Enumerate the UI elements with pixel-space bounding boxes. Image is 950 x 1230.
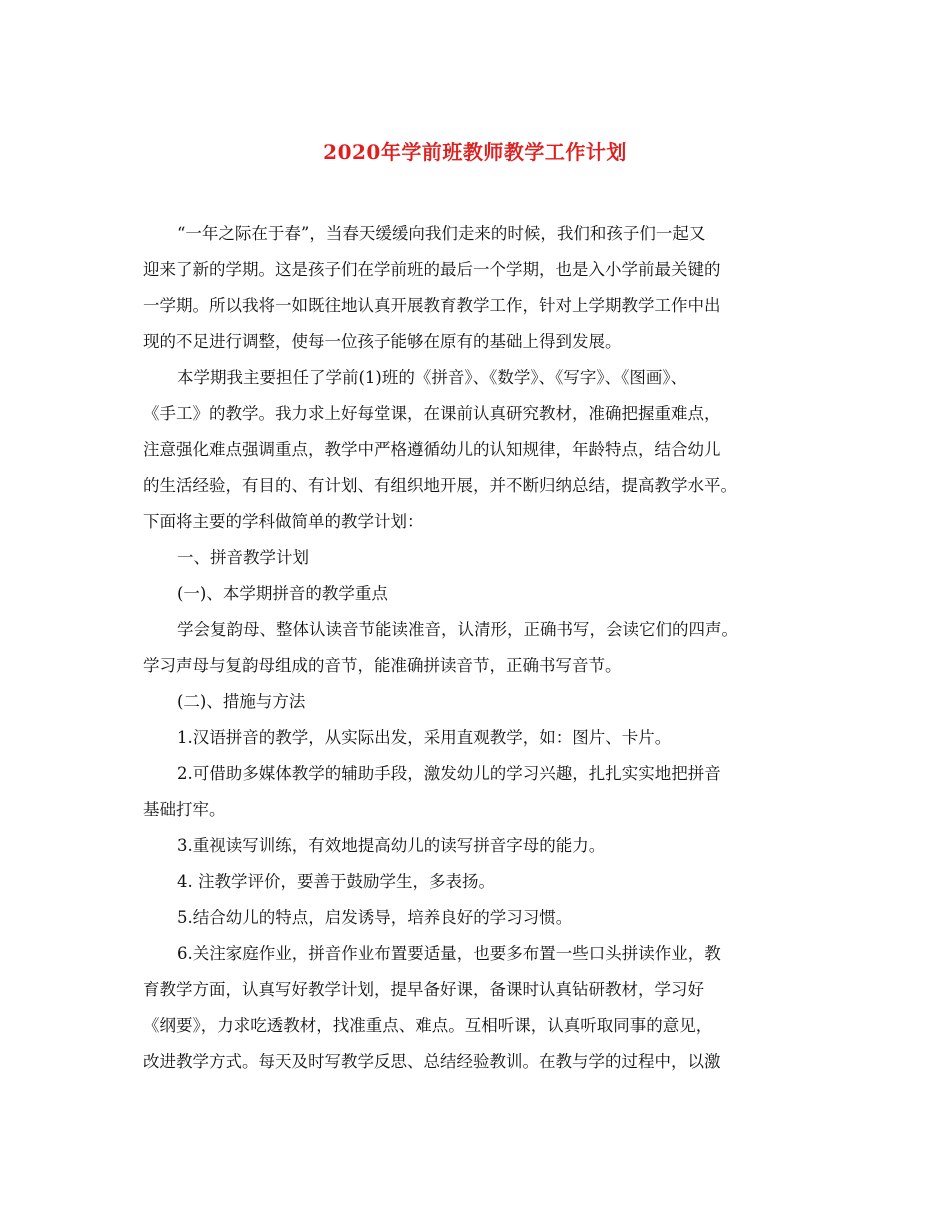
- list-item: 2.可借助多媒体教学的辅助手段，激发幼儿的学习兴趣，扎扎实实地把拼音: [177, 764, 721, 783]
- list-item: 3.重视读写训练，有效地提高幼儿的读写拼音字母的能力。: [177, 836, 606, 855]
- paragraph-line: 下面将主要的学科做简单的教学计划：: [143, 512, 424, 531]
- subsection-heading: (一)、本学期拼音的教学重点: [177, 584, 388, 603]
- paragraph-line: 《手工》的教学。我力求上好每堂课，在课前认真研究教材，准确把握重难点，: [143, 404, 721, 423]
- paragraph-line: 学习声母与复韵母组成的音节，能准确拼读音节，正确书写音节。: [143, 656, 622, 675]
- paragraph-line: “一年之际在于春”，当春天缓缓向我们走来的时候，我们和孩子们一起又: [177, 224, 706, 243]
- document-title: 2020年学前班教师教学工作计划: [323, 140, 627, 164]
- list-item-continuation: 育教学方面，认真写好教学计划，提早备好课，备课时认真钻研教材，学习好: [143, 980, 704, 999]
- list-item: 1.汉语拼音的教学，从实际出发，采用直观教学，如：图片、卡片。: [177, 728, 672, 747]
- list-item: 6.关注家庭作业，拼音作业布置要适量，也要多布置一些口头拼读作业，教: [177, 944, 721, 963]
- list-item-continuation: 基础打牢。: [143, 800, 226, 819]
- paragraph-line: 的生活经验，有目的、有计划、有组织地开展，并不断归纳总结，提高教学水平。: [143, 476, 737, 495]
- list-item: 4. 注教学评价，要善于鼓励学生，多表扬。: [177, 872, 495, 891]
- paragraph-line: 现的不足进行调整，使每一位孩子能够在原有的基础上得到发展。: [143, 332, 622, 351]
- paragraph-line: 一学期。所以我将一如既往地认真开展教育教学工作，针对上学期教学工作中出: [143, 296, 721, 315]
- list-item-continuation: 《纲要》，力求吃透教材，找准重点、难点。互相听课，认真听取同事的意见，: [143, 1016, 713, 1035]
- list-item-continuation: 改进教学方式。每天及时写教学反思、总结经验教训。在教与学的过程中，以激: [143, 1052, 721, 1071]
- paragraph-line: 本学期我主要担任了学前(1)班的《拼音》、《数学》、《写字》、《图画》、: [177, 368, 688, 387]
- section-heading: 一、拼音教学计划: [177, 548, 309, 567]
- list-item: 5.结合幼儿的特点，启发诱导，培养良好的学习习惯。: [177, 908, 573, 927]
- paragraph-line: 迎来了新的学期。这是孩子们在学前班的最后一个学期，也是入小学前最关键的: [143, 260, 721, 279]
- paragraph-line: 学会复韵母、整体认读音节能读准音，认清形，正确书写，会读它们的四声。: [177, 620, 738, 639]
- paragraph-line: 注意强化难点强调重点，教学中严格遵循幼儿的认知规律，年龄特点，结合幼儿: [143, 440, 721, 459]
- subsection-heading: (二)、措施与方法: [177, 692, 306, 711]
